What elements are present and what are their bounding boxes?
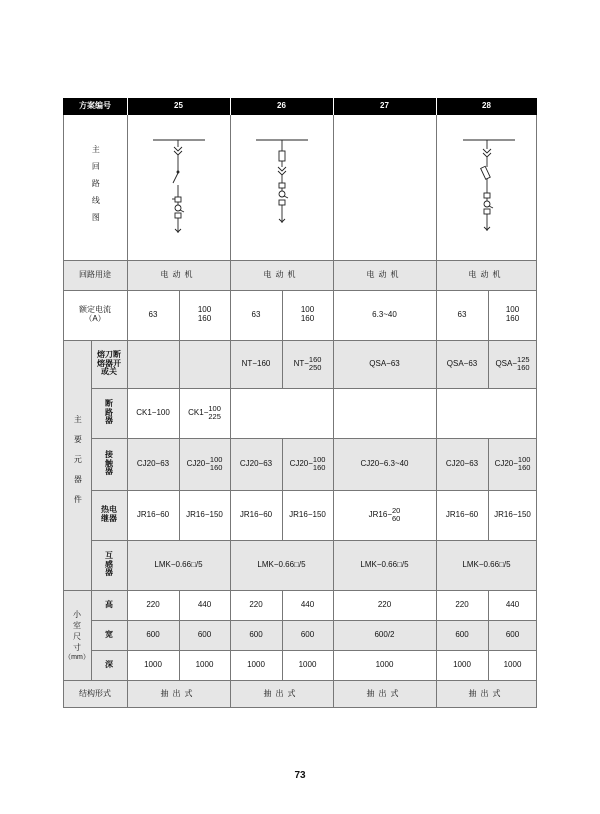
relay-label <box>91 490 127 540</box>
contactor-26b-prefix: CJ20− <box>289 458 313 468</box>
height-26a: 220 <box>249 599 263 609</box>
header-label: 方案编号 <box>63 98 127 115</box>
height-28a: 220 <box>455 599 469 609</box>
scheme-28: 28 <box>436 98 537 115</box>
contactor-25b <box>179 438 230 490</box>
circuit-label <box>63 115 127 260</box>
room-label <box>63 590 91 680</box>
circuit-diagrams <box>127 115 537 260</box>
contactor-26b <box>282 438 333 490</box>
contactor-26b-top: 100 <box>312 455 326 465</box>
breaker-25b-top: 100 <box>208 404 221 414</box>
relay-27 <box>333 490 436 540</box>
depth-28b: 1000 <box>503 659 522 669</box>
contactor-25b-prefix: CJ20− <box>186 458 210 468</box>
contactor-28a: CJ20−63 <box>445 458 479 468</box>
current-26b <box>282 290 333 340</box>
height-25a: 220 <box>146 599 160 609</box>
contactor-25b-bot: 160 <box>209 463 223 472</box>
usage-27: 电动机 <box>366 269 403 279</box>
usage-28: 电动机 <box>468 269 505 279</box>
current-25a: 63 <box>148 309 158 319</box>
relay-25b: JR16−150 <box>186 509 223 519</box>
transformer-26: LMK−0.66□/5 <box>257 559 306 569</box>
relay-26a: JR16−60 <box>239 509 273 519</box>
transformer-27: LMK−0.66□/5 <box>360 559 409 569</box>
relay-28a: JR16−60 <box>445 509 479 519</box>
relay-26b: JR16−150 <box>289 509 326 519</box>
fuse-28a: QSA−63 <box>446 358 478 368</box>
room-label-text: 小室尺寸 <box>73 609 81 653</box>
breaker-25b-prefix: CK1− <box>188 407 209 417</box>
breaker-25a: CK1−100 <box>136 407 170 417</box>
breaker-text: 断路器 <box>105 398 113 426</box>
scheme-27: 27 <box>333 98 436 115</box>
current-28a: 63 <box>457 309 467 319</box>
transformer-text: 互感器 <box>105 550 113 578</box>
structure-27: 抽出式 <box>366 688 403 698</box>
contactor-text: 接触器 <box>105 449 113 477</box>
relay-27-bot: 60 <box>392 514 401 523</box>
room-unit: （mm） <box>64 653 90 661</box>
depth-27: 1000 <box>375 659 394 669</box>
circuit-label-text: 主回路线图 <box>91 145 101 230</box>
usage-26: 电动机 <box>263 269 300 279</box>
current-label <box>63 290 127 340</box>
usage-25: 电动机 <box>160 269 197 279</box>
structure-label: 结构形式 <box>79 688 111 698</box>
width-28a: 600 <box>455 629 469 639</box>
current-25b-top: 100 <box>197 305 212 315</box>
relay-text: 热电继器 <box>101 505 117 523</box>
fuse-26a: NT−160 <box>241 358 271 368</box>
fuse-26b <box>282 340 333 388</box>
contactor-28b-bot: 160 <box>517 463 531 472</box>
transformer-28: LMK−0.66□/5 <box>462 559 511 569</box>
fuse-26b-top: 160 <box>308 355 322 365</box>
current-28b-top: 100 <box>505 305 520 315</box>
height-25b: 440 <box>197 599 212 609</box>
fuse-28b <box>488 340 537 388</box>
height-26b: 440 <box>300 599 315 609</box>
depth-25b: 1000 <box>195 659 214 669</box>
breaker-label <box>91 388 127 438</box>
fuse-28b-prefix: QSA− <box>495 358 518 368</box>
width-25a: 600 <box>146 629 160 639</box>
depth-26b: 1000 <box>298 659 317 669</box>
transformer-label <box>91 540 127 590</box>
current-25b <box>179 290 230 340</box>
width-27: 600/2 <box>374 629 395 639</box>
width-26b: 600 <box>300 629 315 639</box>
contactor-28b <box>488 438 537 490</box>
usage-label: 回路用途 <box>79 269 111 279</box>
fuse-switch-text: 熔刀断熔器开或关 <box>97 349 121 377</box>
width-26a: 600 <box>249 629 263 639</box>
depth-label: 深 <box>105 659 113 669</box>
contactor-28b-top: 100 <box>517 455 531 465</box>
width-label: 宽 <box>105 629 113 639</box>
contactor-26a: CJ20−63 <box>239 458 273 468</box>
height-28b: 440 <box>505 599 520 609</box>
height-label: 高 <box>105 599 113 609</box>
fuse-28b-bot: 160 <box>517 363 530 372</box>
main-components-text: 主要元器件 <box>73 415 83 515</box>
depth-26a: 1000 <box>247 659 265 669</box>
fuse-27: QSA−63 <box>369 358 400 368</box>
scheme-table <box>63 98 537 708</box>
width-28b: 600 <box>505 629 520 639</box>
relay-27-top: 20 <box>392 506 401 516</box>
contactor-28b-prefix: CJ20− <box>494 458 518 468</box>
depth-28a: 1000 <box>453 659 471 669</box>
page-number: 73 <box>294 770 306 781</box>
depth-25a: 1000 <box>144 659 162 669</box>
height-27: 220 <box>377 599 392 609</box>
current-25b-bot: 160 <box>197 314 212 323</box>
relay-25a: JR16−60 <box>136 509 170 519</box>
current-26b-top: 100 <box>300 305 315 315</box>
contactor-27: CJ20−6.3~40 <box>360 458 409 468</box>
current-26b-bot: 160 <box>300 314 315 323</box>
structure-25: 抽出式 <box>160 688 197 698</box>
structure-26: 抽出式 <box>263 688 300 698</box>
main-components-label <box>63 340 91 590</box>
width-25b: 600 <box>197 629 212 639</box>
current-28b-bot: 160 <box>505 314 520 323</box>
circuit-25 <box>153 140 205 233</box>
current-28b <box>488 290 537 340</box>
fuse-28b-top: 125 <box>517 355 530 365</box>
scheme-26: 26 <box>230 98 333 115</box>
fuse-26b-bot: 250 <box>308 363 322 372</box>
breaker-25b-bot: 225 <box>208 412 221 421</box>
transformer-25: LMK−0.66□/5 <box>154 559 203 569</box>
fuse-26b-prefix: NT− <box>293 358 309 368</box>
relay-27-prefix: JR16− <box>368 509 392 519</box>
contactor-26b-bot: 160 <box>312 463 326 472</box>
relay-28b: JR16−150 <box>494 509 531 519</box>
contactor-label <box>91 438 127 490</box>
circuit-26 <box>256 140 308 223</box>
current-27: 6.3~40 <box>372 309 397 319</box>
circuit-28 <box>463 140 515 231</box>
breaker-25b <box>179 388 230 438</box>
current-label-2: （A） <box>84 314 106 323</box>
current-26a: 63 <box>251 309 261 319</box>
contactor-25a: CJ20−63 <box>136 458 170 468</box>
fuse-switch-label <box>91 340 127 388</box>
scheme-25: 25 <box>127 98 230 115</box>
structure-28: 抽出式 <box>468 688 505 698</box>
contactor-25b-top: 100 <box>209 455 223 465</box>
current-label-1: 额定电流 <box>79 305 111 315</box>
